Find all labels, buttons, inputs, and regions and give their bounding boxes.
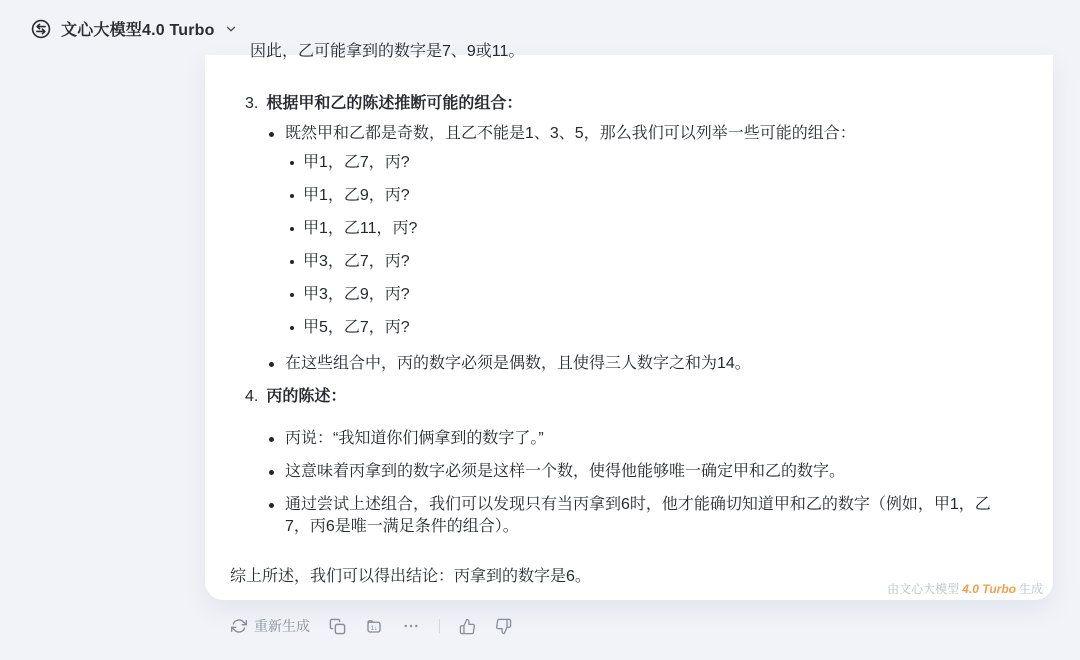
like-button[interactable] (459, 618, 476, 635)
sub-bullet-list (285, 145, 1008, 339)
thumbs-down-icon (495, 618, 512, 635)
copy-button[interactable] (329, 618, 346, 635)
model-selector[interactable] (30, 17, 238, 40)
watermark-prefix: 由文心大模型 (887, 582, 960, 596)
model-title: 文心大模型4.0 Turbo (61, 22, 215, 39)
toolbar-divider (439, 619, 440, 633)
list-item-text: 既然甲和乙都是奇数，且乙不能是1、3、5，那么我们可以列举一些可能的组合： (285, 125, 856, 142)
section-number: 4. (245, 388, 259, 405)
answer-toolbar (231, 613, 512, 639)
list-item: 丙说：“我知道你们俩拿到的数字了。” (285, 428, 1008, 450)
list-item: 甲5，乙7，丙? (303, 317, 1008, 339)
dislike-button[interactable] (495, 618, 512, 635)
list-item: 甲1，乙9，丙? (303, 185, 1008, 207)
chevron-down-icon (224, 22, 238, 36)
generated-by-watermark (887, 580, 1043, 597)
export-image-icon (365, 617, 383, 635)
section-heading-3 (230, 93, 1008, 115)
list-item: 甲3，乙9，丙? (303, 284, 1008, 306)
list-item: 甲1，乙11，丙? (303, 218, 1008, 240)
bullet-list (230, 428, 1008, 538)
answer-content (205, 41, 1053, 588)
list-item: 通过尝试上述组合，我们可以发现只有当丙拿到6时，他才能确切知道甲和乙的数字（例如，甲1，乙7，丙6是唯一满足条件的组合）。 (285, 494, 1008, 538)
answer-card (205, 43, 1053, 600)
more-options-button[interactable] (402, 617, 420, 635)
list-item: 这意味着丙拿到的数字必须是这样一个数，使得他能够唯一确定甲和乙的数字。 (285, 461, 1008, 483)
clipped-text-line: 因此，乙可能拿到的数字是7、9或11。 (250, 43, 525, 60)
model-switch-icon (30, 18, 52, 40)
section-title: 丙的陈述： (266, 388, 347, 405)
copy-icon (329, 618, 346, 635)
list-item: 甲1，乙7，丙? (303, 152, 1008, 174)
watermark-suffix: 生成 (1018, 582, 1043, 596)
list-item: 甲3，乙7，丙? (303, 251, 1008, 273)
export-image-button[interactable] (365, 617, 383, 635)
conclusion-text: 综上所述，我们可以得出结论：丙拿到的数字是6。 (230, 568, 591, 585)
thumbs-up-icon (459, 618, 476, 635)
regenerate-label: 重新生成 (254, 618, 310, 634)
bullet-list (230, 123, 1008, 375)
section-number: 3. (245, 95, 259, 112)
svg-text:1↓: 1↓ (370, 624, 378, 632)
refresh-icon (231, 618, 247, 634)
list-item: 在这些组合中，丙的数字必须是偶数，且使得三人数字之和为14。 (285, 353, 1008, 375)
section-title: 根据甲和乙的陈述推断可能的组合： (266, 95, 523, 112)
section-heading-4 (230, 386, 1008, 408)
list-item (285, 123, 1008, 339)
watermark-brand: 4.0 Turbo (962, 582, 1016, 596)
regenerate-button[interactable] (231, 616, 310, 636)
ellipsis-icon (402, 617, 420, 635)
